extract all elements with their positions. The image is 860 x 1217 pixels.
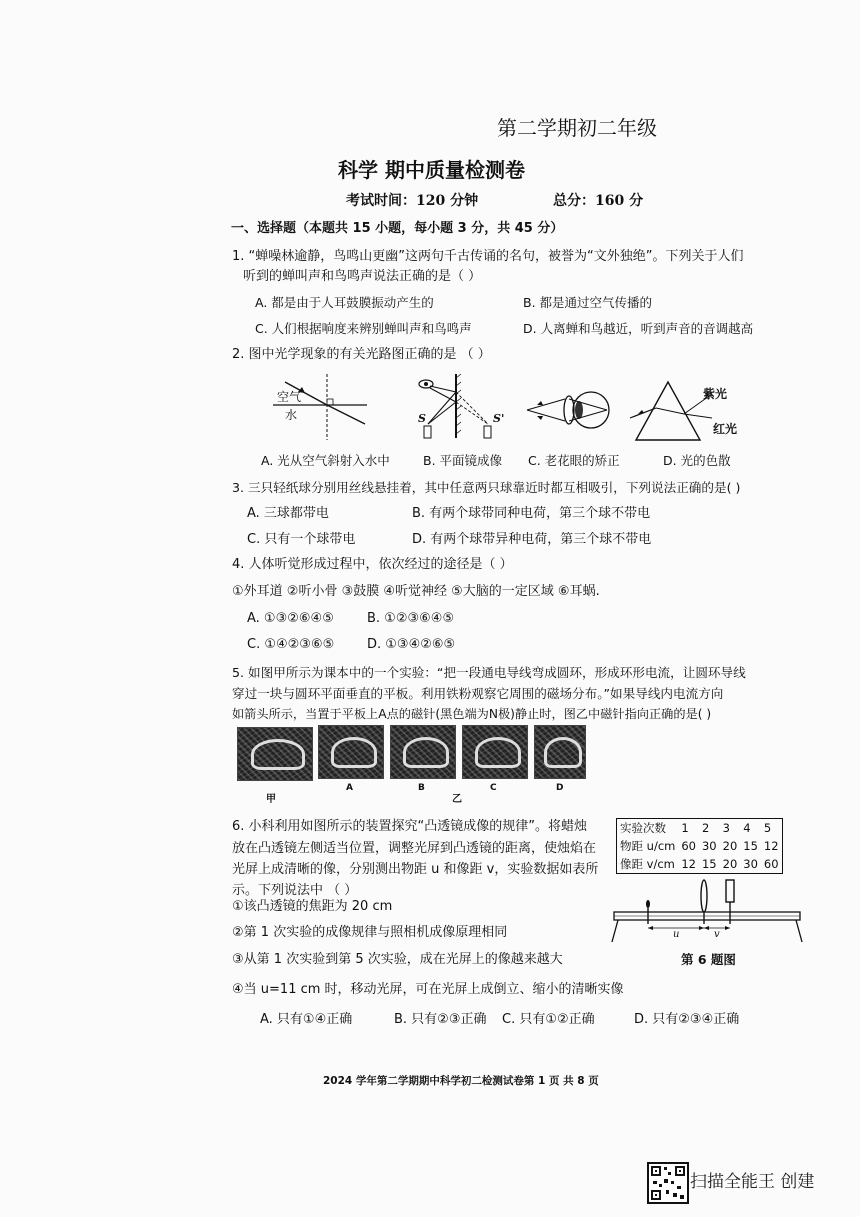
q5-stem-line3: 如箭头所示，当置于平板上A点的磁针(黑色端为N极)静止时，图乙中磁针指向正确的是( ) <box>232 707 712 721</box>
scanner-watermark: 扫描全能王 创建 <box>690 1172 815 1192</box>
table-cell: 15 <box>701 857 717 871</box>
q2-figure-mirror <box>412 372 505 442</box>
q6-data-table <box>616 818 783 874</box>
q1-option-d: D. 人离蝉和鸟越近，听到声音的音调越高 <box>523 321 754 336</box>
total-score: 总分：160 分 <box>553 193 644 209</box>
q4-option-d: D. ①③④②⑥⑤ <box>367 637 456 652</box>
q1-option-c: C. 人们根据响度来辨别蝉叫声和鸟鸣声 <box>255 321 472 336</box>
q6-figure-caption: 第 6 题图 <box>681 952 736 967</box>
q3-option-d: D. 有两个球带异种电荷，第三个球不带电 <box>412 532 652 547</box>
q6-label-v: v <box>714 929 720 940</box>
table-cell: 5 <box>763 821 772 835</box>
q6-stem-line4: 示。下列说法中 （ ） <box>232 883 358 898</box>
q6-label-u: u <box>673 929 680 940</box>
q5-photo-d <box>534 725 586 779</box>
q5-label-b: B <box>418 783 425 793</box>
q5-label-yi: 乙 <box>452 794 462 805</box>
q6-option-b: B. 只有②③正确 <box>394 1012 487 1027</box>
exam-title: 科学 期中质量检测卷 <box>338 158 525 182</box>
q4-option-a: A. ①③②⑥④⑤ <box>247 611 334 626</box>
q5-stem-line2: 穿过一块与圆环平面垂直的平板。利用铁粉观察它周围的磁场分布。”如果导线内电流方向 <box>232 686 724 701</box>
table-row-label: 实验次数 <box>620 821 666 835</box>
q1-stem-line1: 1. “蝉噪林逾静，鸟鸣山更幽”这两句千古传诵的名句，被誉为“文外独绝”。下列关于人们 <box>232 249 744 264</box>
exam-time: 考试时间：120 分钟 <box>346 193 479 209</box>
q6-statement-2: ②第 1 次实验的成像规律与照相机成像原理相同 <box>232 925 508 940</box>
page-footer: 2024 学年第二学期期中科学初二检测试卷第 1 页 共 8 页 <box>323 1075 599 1087</box>
table-row-label: 像距 v/cm <box>620 857 675 871</box>
q2-label-s: S <box>418 412 426 425</box>
q4-option-c: C. ①④②③⑥⑤ <box>247 637 335 652</box>
q5-label-a: A <box>346 783 353 793</box>
q6-statement-3: ③从第 1 次实验到第 5 次实验，成在光屏上的像越来越大 <box>232 952 563 967</box>
q5-stem-line1: 5. 如图甲所示为课本中的一个实验：“把一段通电导线弯成圆环，形成环形电流，让圆环导线 <box>232 665 746 680</box>
q2-label-air: 空气 <box>277 390 302 404</box>
q4-stem: 4. 人体听觉形成过程中，依次经过的途径是（ ） <box>232 557 513 572</box>
q1-option-b: B. 都是通过空气传播的 <box>523 295 653 310</box>
table-row <box>617 855 783 874</box>
q3-stem: 3. 三只轻纸球分别用丝线悬挂着，其中任意两只球靠近时都互相吸引，下列说法正确的是( ) <box>232 480 741 495</box>
q6-statement-1: ①该凸透镜的焦距为 20 cm <box>232 899 393 914</box>
table-cell: 15 <box>743 839 758 853</box>
table-cell: 12 <box>681 857 696 871</box>
q3-option-c: C. 只有一个球带电 <box>247 532 356 547</box>
q6-stem-line1: 6. 小科利用如图所示的装置探究“凸透镜成像的规律”。将蜡烛 <box>232 819 588 834</box>
q2-label-s-prime: S' <box>493 412 505 425</box>
q2-label-water: 水 <box>285 408 298 422</box>
q2-stem: 2. 图中光学现象的有关光路图正确的是 （ ） <box>232 347 491 362</box>
q3-option-b: B. 有两个球带同种电荷，第三个球不带电 <box>412 506 651 521</box>
table-cell: 20 <box>722 857 738 871</box>
table-cell: 12 <box>763 839 779 853</box>
table-cell: 1 <box>681 821 689 835</box>
q2-option-a: A. 光从空气斜射入水中 <box>261 453 390 468</box>
q2-figure-refraction <box>265 372 375 442</box>
q2-option-c: C. 老花眼的矫正 <box>528 453 620 468</box>
table-cell: 60 <box>763 857 779 871</box>
table-cell: 2 <box>701 821 710 835</box>
q2-label-red: 红光 <box>713 422 738 436</box>
q6-option-c: C. 只有①②正确 <box>502 1012 595 1027</box>
q6-optical-bench-figure <box>608 872 808 944</box>
q6-option-a: A. 只有①④正确 <box>260 1012 353 1027</box>
q5-label-jia: 甲 <box>266 794 276 805</box>
q1-option-a: A. 都是由于人耳鼓膜振动产生的 <box>255 295 434 310</box>
q2-option-d: D. 光的色散 <box>663 453 731 468</box>
q5-photo-jia <box>237 727 313 781</box>
table-cell: 3 <box>722 821 730 835</box>
grade-heading: 第二学期初二年级 <box>497 116 657 140</box>
q5-label-c: C <box>490 783 497 793</box>
q2-option-b: B. 平面镜成像 <box>423 453 503 468</box>
q3-option-a: A. 三球都带电 <box>247 506 329 521</box>
q2-label-purple: 紫光 <box>703 387 728 401</box>
q6-stem-line2: 放在凸透镜左侧适当位置，调整光屏到凸透镜的距离，使烛焰在 <box>232 841 597 856</box>
q6-stem-line3: 光屏上成清晰的像，分别测出物距 u 和像距 v，实验数据如表所 <box>232 862 599 877</box>
q5-photo-a <box>318 725 384 779</box>
table-row-label: 物距 u/cm <box>620 839 676 853</box>
table-cell: 60 <box>681 839 696 853</box>
table-row <box>617 819 783 838</box>
q4-option-b: B. ①②③⑥④⑤ <box>367 611 455 626</box>
q5-photo-b <box>390 725 456 779</box>
table-row <box>617 837 783 855</box>
table-cell: 20 <box>722 839 738 853</box>
qr-code-icon <box>647 1162 689 1204</box>
table-cell: 30 <box>743 857 758 871</box>
table-cell: 4 <box>743 821 751 835</box>
q6-statement-4: ④当 u=11 cm 时，移动光屏，可在光屏上成倒立、缩小的清晰实像 <box>232 982 624 997</box>
q5-photo-c <box>462 725 528 779</box>
section-heading: 一、选择题（本题共 15 小题，每小题 3 分，共 45 分） <box>231 221 564 236</box>
q6-option-d: D. 只有②③④正确 <box>634 1012 740 1027</box>
q4-items: ①外耳道 ②听小骨 ③鼓膜 ④听觉神经 ⑤大脑的一定区域 ⑥耳蜗. <box>232 584 600 599</box>
q2-figure-presbyopia <box>523 385 623 435</box>
table-cell: 30 <box>701 839 717 853</box>
q5-label-d: D <box>556 783 564 793</box>
q1-stem-line2: 听到的蝉叫声和鸟鸣声说法正确的是（ ） <box>243 269 482 284</box>
